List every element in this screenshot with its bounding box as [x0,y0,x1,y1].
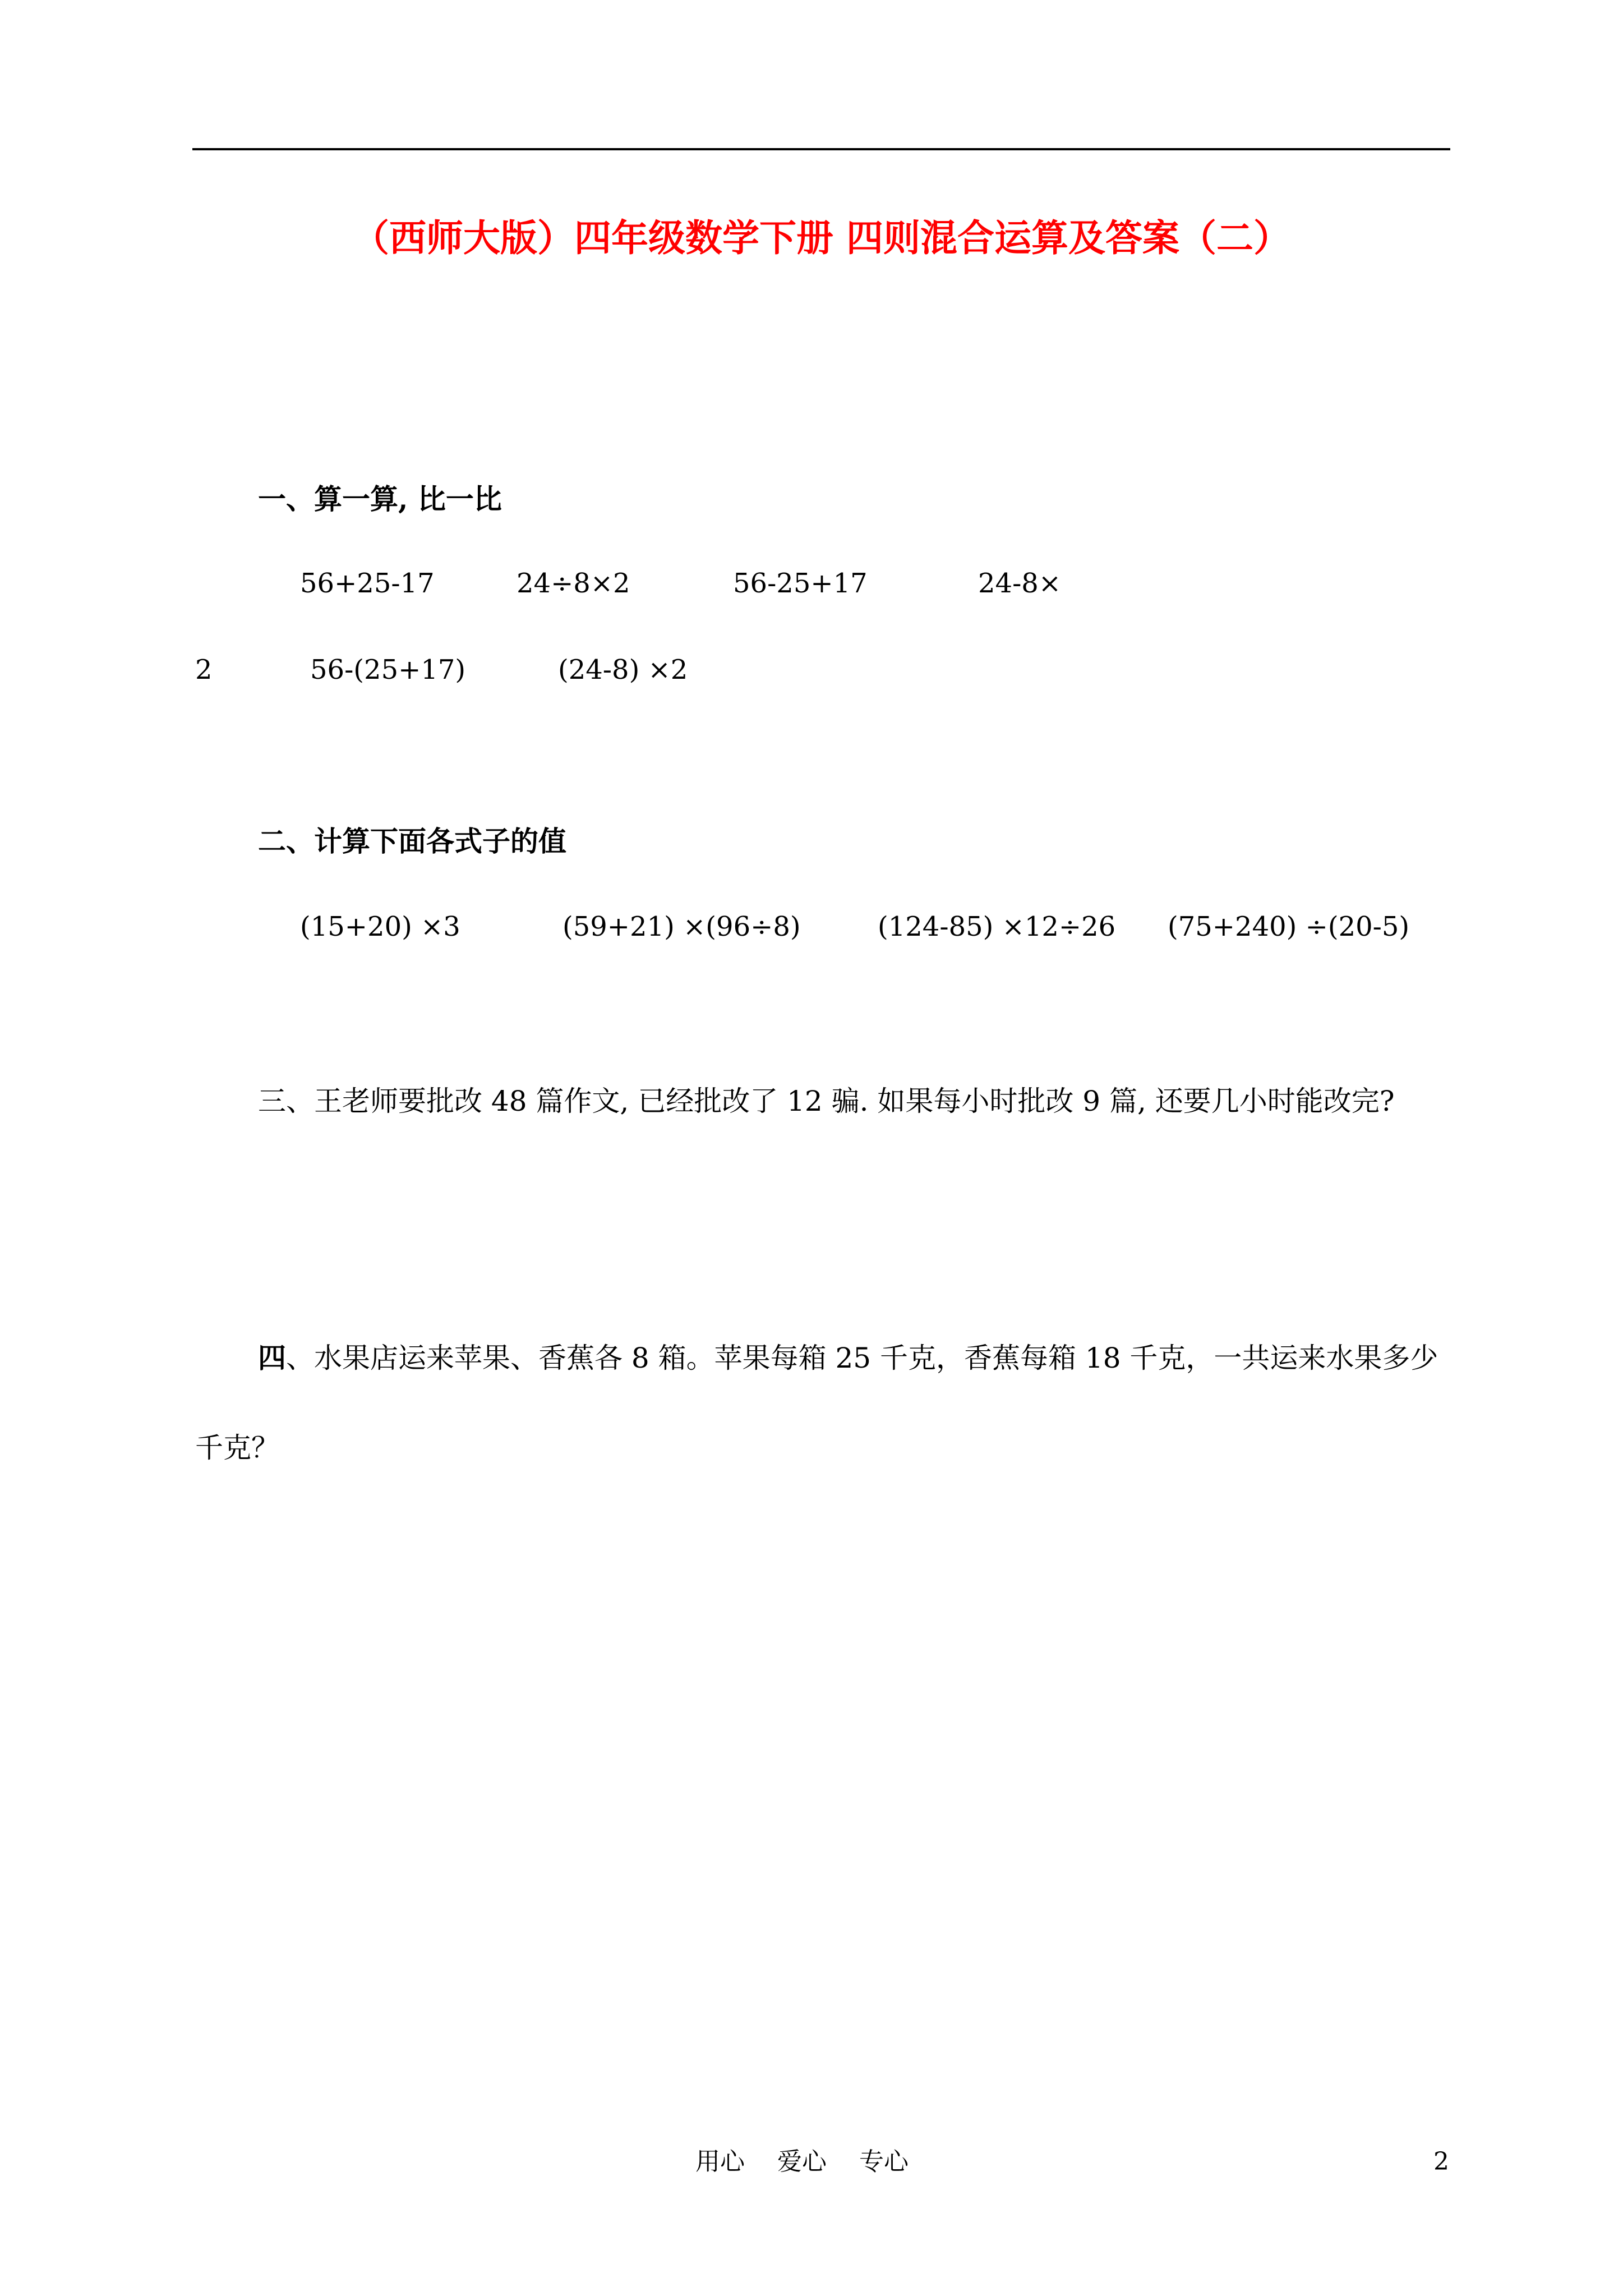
expression: (15+20) ×3 [300,911,460,942]
page-number: 2 [1433,2147,1449,2176]
section4-problem-line1 [258,1340,1438,1377]
footer-word: 用心 [695,2147,745,2176]
footer-word: 爱心 [777,2147,827,2176]
document-title: （西师大版）四年级数学下册 四则混合运算及答案（二） [352,216,1290,260]
footer-motto [695,2146,909,2178]
expression: (75+240) ÷(20-5) [1168,911,1410,942]
section2-heading: 二、计算下面各式子的值 [258,825,566,858]
section4-text: 、水果店运来苹果、香蕉各 8 箱。苹果每箱 25 千克，香蕉每箱 18 千克，一共运来水果多少 [286,1342,1438,1374]
expression: 24-8× [978,568,1062,599]
expression: (24-8) ×2 [558,654,688,685]
section4-label: 四 [258,1341,286,1374]
footer-word: 专心 [859,2147,909,2176]
expression: (59+21) ×(96÷8) [562,911,801,942]
expression: 56-(25+17) [310,654,466,685]
section4-problem-line2: 千克？ [195,1432,279,1464]
header-rule [192,148,1450,150]
expression: 56+25-17 [300,568,435,599]
expression: 56-25+17 [733,568,868,599]
expression: (124-85) ×12÷26 [878,911,1116,942]
expression: 24÷8×2 [517,568,630,599]
expression-continuation: 2 [195,654,213,685]
section1-heading: 一、算一算, 比一比 [258,482,502,516]
section3-problem: 三、王老师要批改 48 篇作文, 已经批改了 12 骗. 如果每小时批改 9 篇, 还要几小时能改完? [258,1085,1395,1117]
